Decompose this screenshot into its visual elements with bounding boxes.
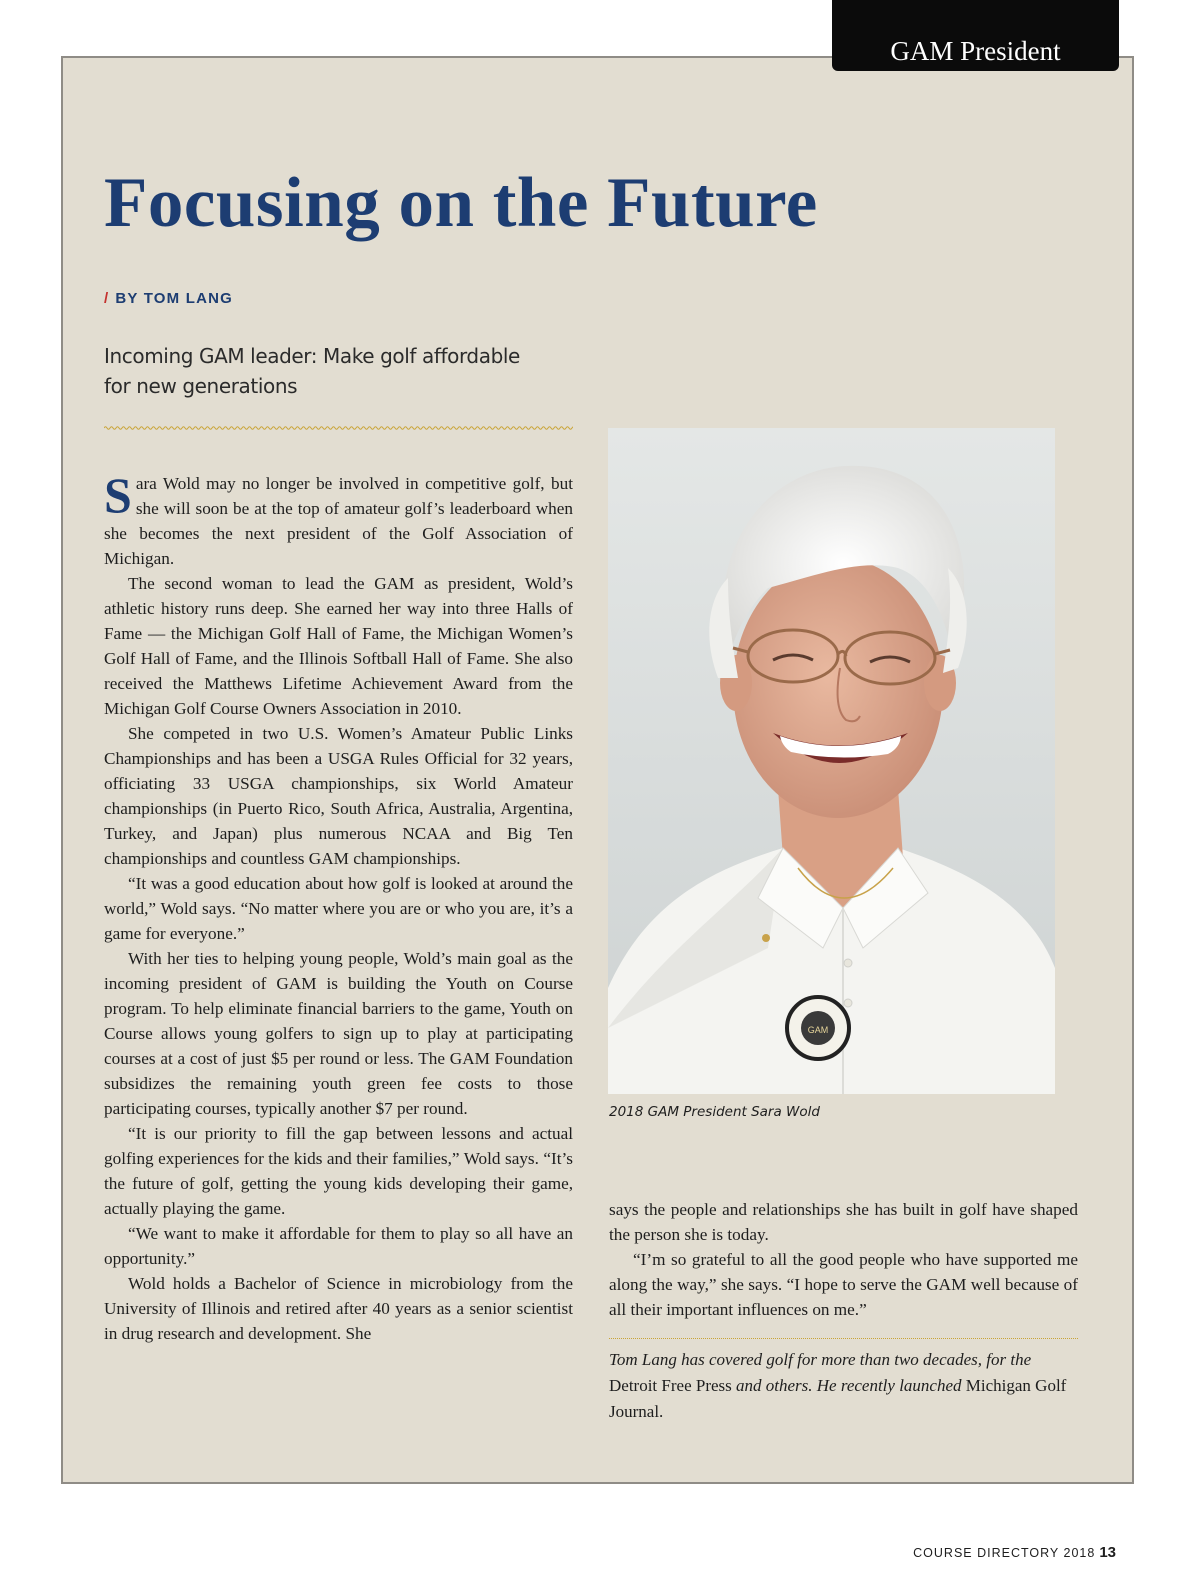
deck-subtitle [104,341,574,401]
body-paragraph [104,467,573,571]
body-paragraph: “I’m so grateful to all the good people who have supported me along the way,” she says. “I hope to serve the GAM well because of all their important influences on me.” [609,1250,1078,1319]
bio-publication-1: Detroit Free Press [609,1376,732,1395]
byline-author: BY TOM LANG [115,290,234,307]
bio-italic-1: Tom Lang has covered golf for more than two decades, for the [609,1350,1032,1369]
body-paragraph: “It is our priority to fill the gap between lessons and actual golfing experiences for the kids and their families,” Wold says. “It’s the future of golf, getting the young kids developing their game, actually playing the game. [104,1124,573,1218]
section-tab-label: GAM President [890,36,1061,66]
body-column-1 [104,467,573,1346]
page-footer [913,1544,1116,1561]
footer-publication: COURSE DIRECTORY 2018 [913,1546,1096,1560]
body-paragraph: “It was a good education about how golf is looked at around the world,” Wold says. “No matter where you are or who you are, it’s a game for everyone.” [104,874,573,943]
author-bio [609,1347,1078,1425]
headline: Focusing on the Future [104,164,818,242]
paragraph-text: ara Wold may no longer be involved in competitive golf, but she will soon be at the top of amateur golf’s leaderboard when she becomes the next president of the Golf Association of Michigan. [104,474,573,568]
bio-divider [609,1338,1078,1339]
deck-line-1: Incoming GAM leader: Make golf affordable [104,344,520,368]
body-paragraph: With her ties to helping young people, Wold’s main goal as the incoming president of GAM is building the Youth on Course program. To help eliminate financial barriers to the game, Youth on Course allows young golfers to sign up to play at participating courses at a cost of just $5 per round or less. The GAM Foundation subsidizes the remaining youth green fee costs to those participating courses, typically another $7 per round. [104,949,573,1118]
bio-italic-2: and others. He recently launched [736,1376,962,1395]
deck-line-2: for new generations [104,374,298,398]
golf-association-logo [787,997,849,1059]
body-paragraph: She competed in two U.S. Women’s Amateur Public Links Championships and has been a USGA Rules Official for 32 years, officiating 33 USGA championships, six World Amateur championships (in Puerto Rico, South Africa, Australia, Argentina, Turkey, and Japan) plus numerous NCAA and Big Ten championships and countless GAM championships. [104,724,573,868]
body-paragraph: says the people and relationships she has built in golf have shaped the person she is today. [609,1200,1078,1244]
portrait-photo [608,428,1055,1094]
section-tab [832,0,1119,71]
bio-publication-2: Michigan Golf Journal. [609,1376,1067,1421]
byline [104,290,233,307]
portrait-illustration [608,428,1055,1094]
body-paragraph: “We want to make it affordable for them to play so all have an opportunity.” [104,1224,573,1268]
byline-slash: / [104,290,110,307]
svg-text:GAM: GAM [807,1025,829,1035]
photo-caption: 2018 GAM President Sara Wold [609,1104,820,1120]
body-paragraph: Wold holds a Bachelor of Science in microbiology from the University of Illinois and retired after 40 years as a senior scientist in drug research and development. She [104,1274,573,1343]
drop-cap: S [104,467,132,523]
page-number: 13 [1099,1544,1116,1561]
wavy-divider [104,423,573,433]
body-paragraph: The second woman to lead the GAM as president, Wold’s athletic history runs deep. She earned her way into three Halls of Fame — the Michigan Golf Hall of Fame, the Michigan Women’s Golf Hall of Fame, and the Illinois Softball Hall of Fame. She also received the Matthews Lifetime Achievement Award from the Michigan Golf Course Owners Association in 2010. [104,574,573,718]
body-column-2 [609,1197,1078,1322]
